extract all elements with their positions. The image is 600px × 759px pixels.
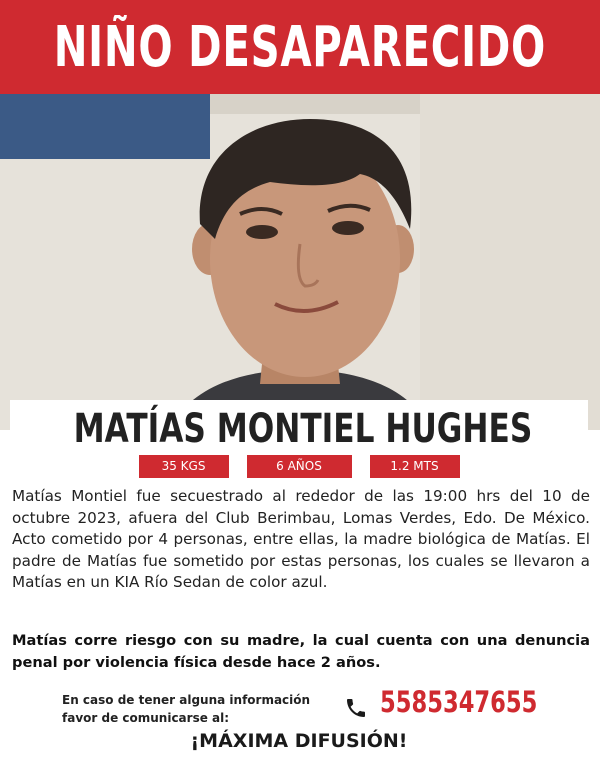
weight-badge: 35 KGS xyxy=(139,455,229,478)
phone-icon xyxy=(344,696,368,720)
person-name: MATÍAS MONTIEL HUGHES xyxy=(73,406,533,452)
contact-line-1: En caso de tener alguna información xyxy=(62,693,311,707)
stats-badges xyxy=(10,455,588,478)
warning-text: Matías corre riesgo con su madre, la cual cuenta con una denuncia penal por violencia física desde hace 2 años. xyxy=(12,632,590,671)
header-banner xyxy=(0,0,600,94)
height-badge: 1.2 MTS xyxy=(370,455,460,478)
child-photo xyxy=(0,94,600,430)
contact-line-2: favor de comunicarse al: xyxy=(62,711,230,725)
description-text: Matías Montiel fue secuestrado al rededor de las 19:00 hrs del 10 de octubre 2023, afuera del Club Berimbau, Lomas Verdes, Edo. De México. Acto cometido por 4 personas, entre ellas, la madre biológica de Matías. El padre de Matías fue sometido por estas personas, los cuales se llevaron a Matías en un KIA Río Sedan de color azul. xyxy=(12,487,590,591)
info-card xyxy=(10,400,588,759)
footer-callout: ¡MÁXIMA DIFUSIÓN! xyxy=(190,730,408,752)
age-badge: 6 AÑOS xyxy=(247,455,352,478)
phone-number[interactable]: 5585347655 xyxy=(380,685,538,719)
banner-title: NIÑO DESAPARECIDO xyxy=(53,14,547,80)
contact-text xyxy=(62,691,352,727)
